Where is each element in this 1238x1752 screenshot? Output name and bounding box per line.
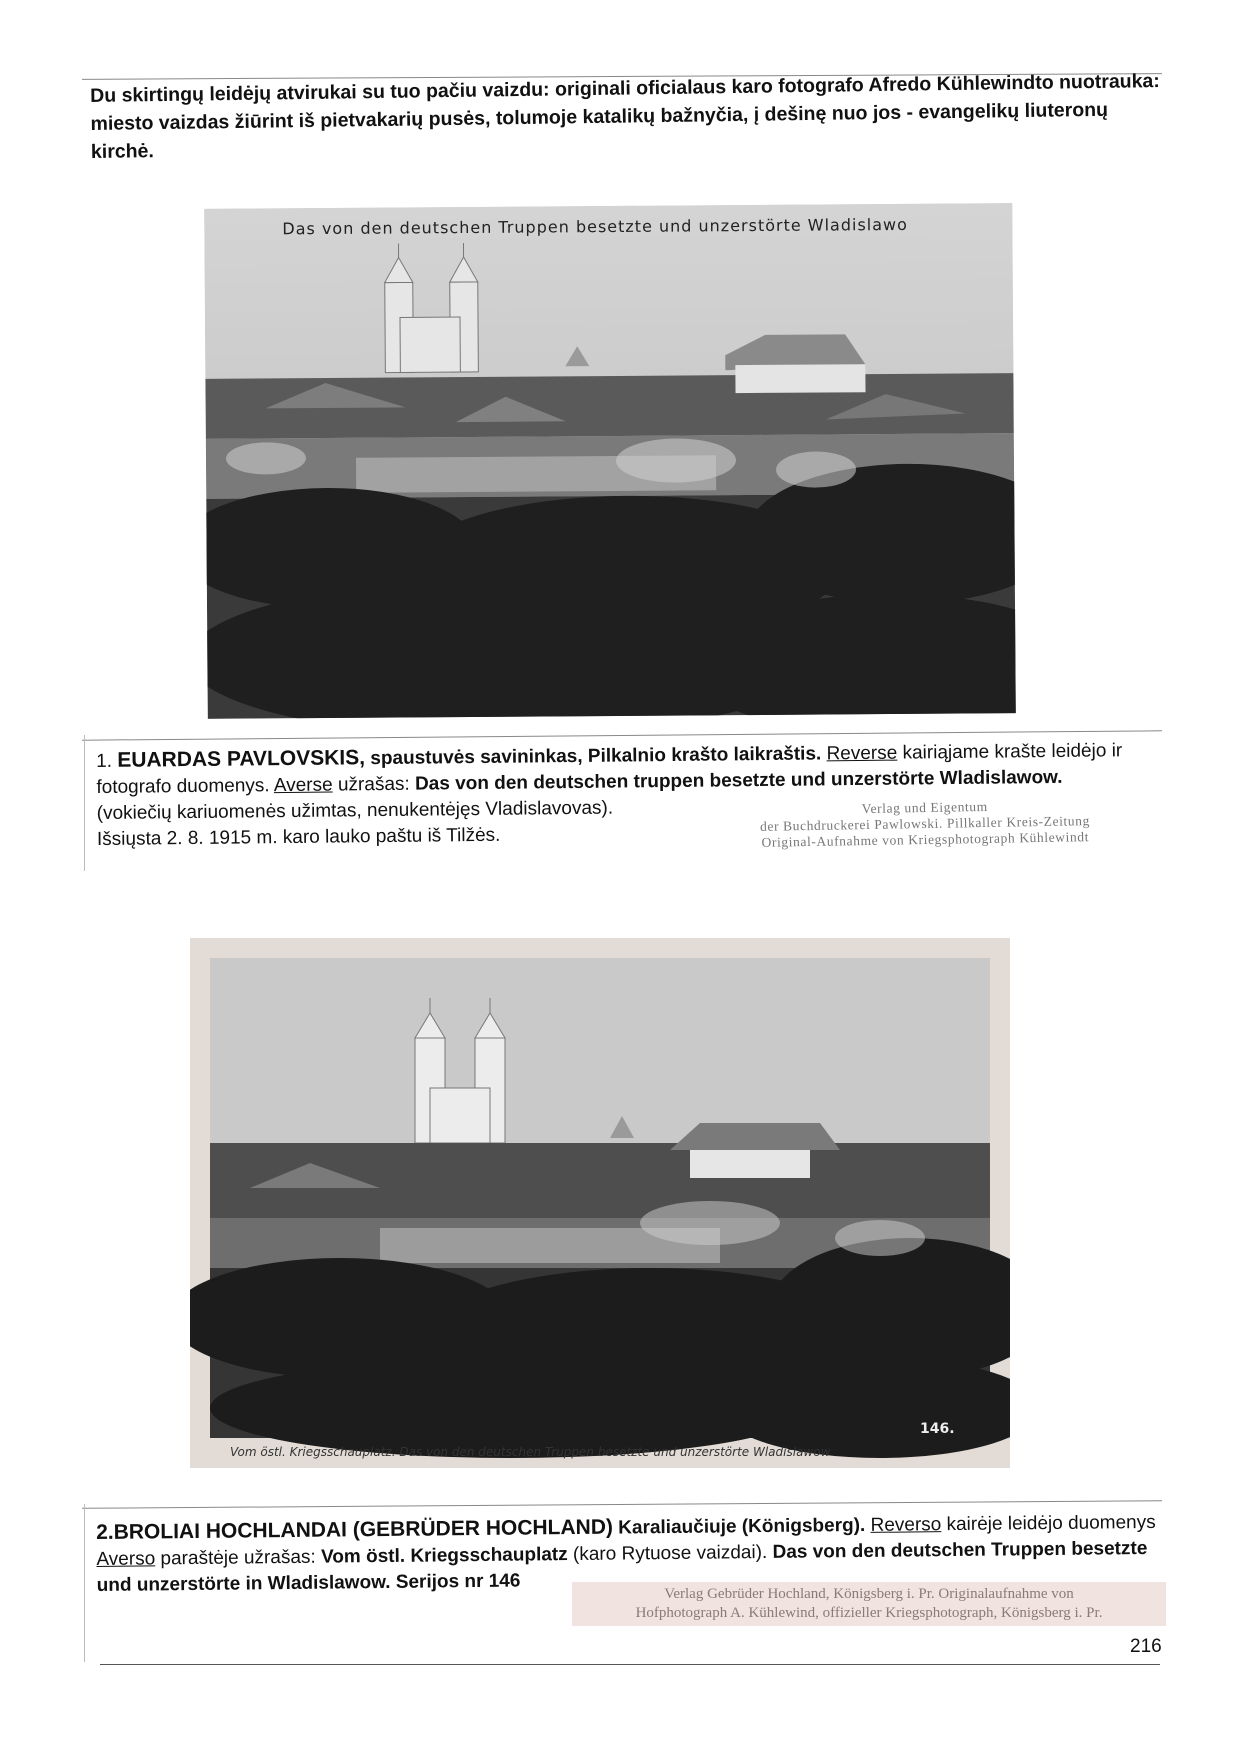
caption-2-publisher: BROLIAI HOCHLANDAI (GEBRÜDER HOCHLAND) (113, 1515, 614, 1544)
stamp-1-line-3: Original-Aufnahme von Kriegsphotograph Kühlewindt (761, 829, 1090, 850)
caption-2-averse-label: Averso (96, 1548, 156, 1570)
postcard-2-photo (190, 938, 1010, 1468)
bottom-rule (100, 1664, 1160, 1665)
mid-rule-2 (82, 1500, 1162, 1509)
stamp-2-line-1: Verlag Gebrüder Hochland, Königsberg i. Pr. Originalaufnahme von (664, 1586, 1074, 1602)
caption-1-averse-label: Averse (273, 774, 333, 797)
caption-2-reverse-text: kairėje leidėjo duomenys (946, 1511, 1156, 1536)
caption-1-reverse-text: kairiąjame krašte leidėjo ir fotografo duomenys. (96, 740, 1123, 798)
publisher-stamp-2 (572, 1582, 1166, 1626)
caption-2-inscription-end: und unzerstörte in Wladislawow. Serijos nr 146 (96, 1570, 521, 1596)
caption-2-note: (karo Rytuose vaizdai). (572, 1541, 768, 1566)
caption-1-number: 1. (96, 750, 113, 772)
caption-1-averse-intro: užrašas: (337, 773, 410, 796)
caption-1-publisher: EUARDAS PAVLOVSKIS, (117, 746, 366, 772)
caption-1-inscription: Das von den deutschen truppen besetzte und unzerstörte Wladislawow. (414, 766, 1063, 795)
stamp-1-line-1: Verlag und Eigentum (861, 798, 988, 817)
caption-2-city: Karaliaučiuje (Königsberg). (618, 1514, 866, 1539)
left-rule-1 (84, 735, 85, 871)
caption-2-inscription-start: Vom östl. Kriegsschauplatz (320, 1544, 568, 1568)
postcard-2-series-mark: 146. (920, 1421, 955, 1437)
caption-1-reverse-label: Reverse (826, 742, 898, 765)
caption-1-sent: Išsiųsta 2. 8. 1915 m. karo lauko paštu iš Tilžės. (96, 824, 501, 850)
caption-2-reverse-label: Reverso (870, 1514, 942, 1536)
intro-paragraph: Du skirtingų leidėjų atvirukai su tuo pačiu vaizdu: originali oficialaus karo fotografo Afredo Kühlewindto nuotrauka: miesto vaizdas žiūrint iš pietvakarių pusės, tolumoje katalikų bažnyčia, į dešinę nuo jos - evangelikų liuteronų kirchė. (90, 70, 1160, 163)
caption-2-inscription-rest: Das von den deutschen Truppen besetzte (772, 1537, 1148, 1563)
stamp-2-line-2: Hofphotograph A. Kühlewind, offizieller Kriegsphotograph, Königsberg i. Pr. (635, 1605, 1103, 1621)
postcard-1 (204, 203, 1016, 719)
left-rule-2 (84, 1504, 85, 1662)
caption-2-averse-intro: paraštėje užrašas: (160, 1546, 316, 1570)
caption-1-publisher-desc: spaustuvės savininkas, Pilkalnio krašto laikraštis. (370, 743, 822, 770)
postcard-1-title: Das von den deutschen Truppen besetzte und unzerstörte Wladislawo (282, 214, 908, 239)
postcard-1-photo (204, 203, 1016, 719)
page-number: 216 (1130, 1636, 1162, 1657)
publisher-stamp-1 (690, 796, 1161, 852)
postcard-2 (190, 938, 1010, 1468)
caption-1-translation: (vokiečių kariuomenės užimtas, nenukentėjęs Vladislavovas). (96, 797, 614, 824)
stamp-1-line-2: der Buchdruckerei Pawlowski. Pillkaller Kreis-Zeitung (759, 813, 1091, 834)
postcard-2-caption: Vom östl. Kriegsschauplatz. Das von den deutschen Truppen besetzte und unzerstörte Wladislawow (230, 1445, 831, 1459)
caption-2-number: 2. (96, 1520, 114, 1544)
